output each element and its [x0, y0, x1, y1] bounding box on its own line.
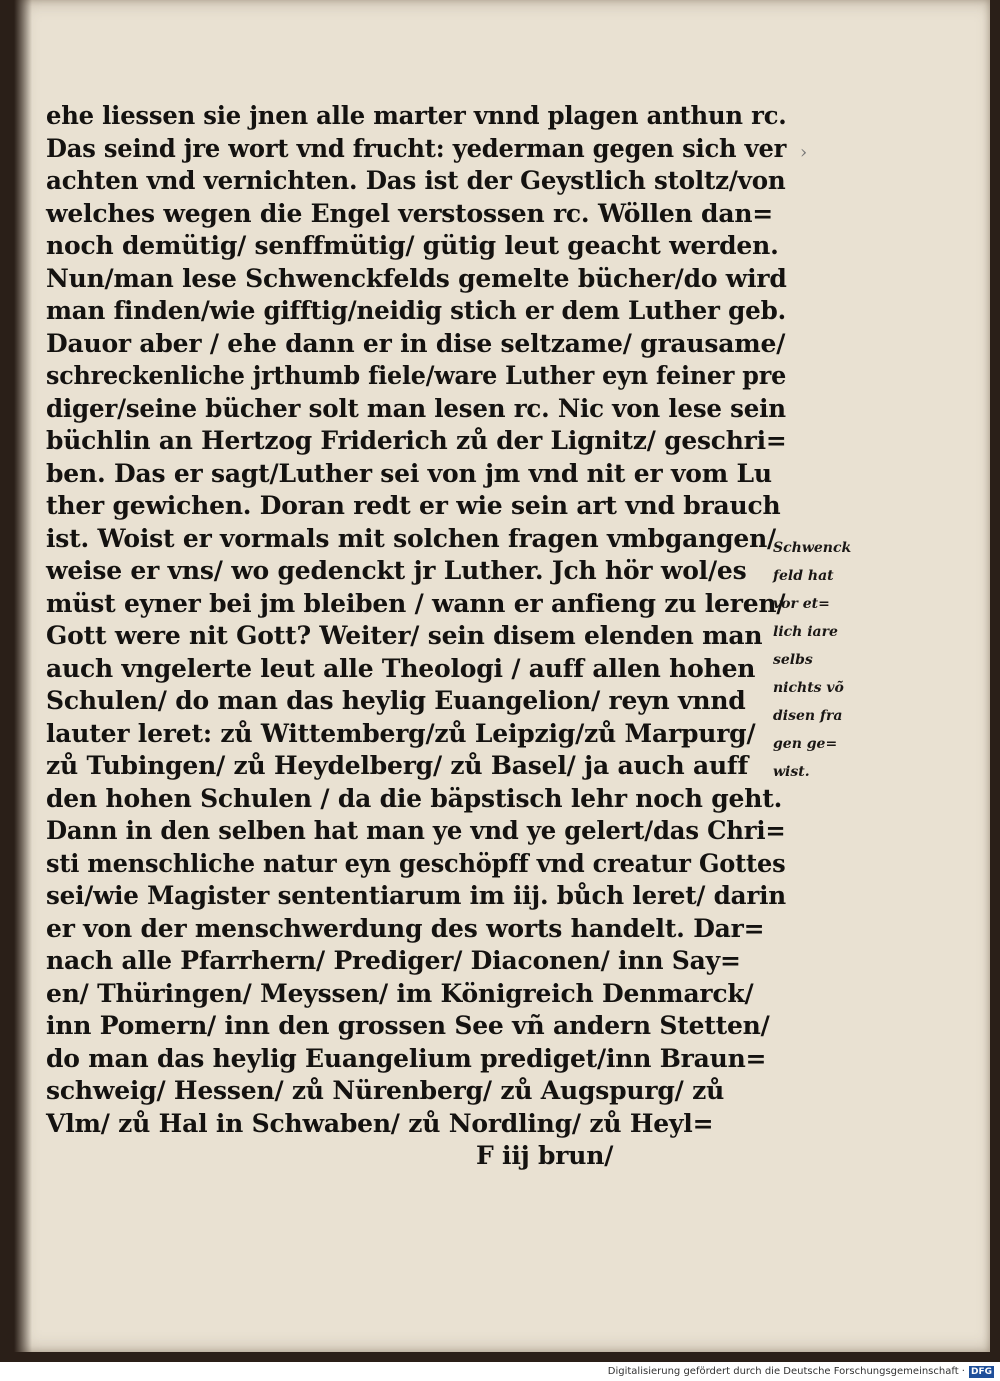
margin-note-line: selbs [773, 652, 813, 668]
text-line: zů Tubingen/ zů Heydelberg/ zů Basel/ ja auch auff [46, 751, 749, 780]
text-line: auch vngelerte leut alle Theologi / auff allen hohen [46, 653, 756, 683]
text-line: inn Pomern/ inn den grossen See vñ andern Stetten/ [46, 1011, 770, 1040]
text-line: er von der menschwerdung des worts handelt. Dar= [46, 913, 765, 943]
margin-note-line: gen ge= [773, 736, 838, 752]
text-line: achten vnd vernichten. Das ist der Geystlich stoltz/von [46, 166, 786, 195]
text-line: man finden/wie gifftig/neidig stich er dem Luther geb. [46, 296, 786, 325]
text-line: nach alle Pfarrhern/ Prediger/ Diaconen/ inn Say= [46, 946, 741, 975]
footer-bar [0, 1362, 1000, 1381]
text-line: do man das heylig Euangelium prediget/inn Braun= [46, 1043, 767, 1073]
text-line: diger/seine bücher solt man lesen rc. Nic von lese sein [46, 393, 786, 423]
page-gutter-shadow [14, 0, 32, 1352]
text-line: Dauor aber / ehe dann er in dise seltzame/ grausame/ [46, 328, 786, 358]
text-line: Dann in den selben hat man ye vnd ye gelert/das Chri= [46, 816, 786, 845]
margin-note-line: lich iare [773, 624, 838, 640]
catchline: F iij brun/ [476, 1141, 614, 1170]
text-line: Nun/man lese Schwenckfelds gemelte bücher/do wird [46, 263, 787, 293]
text-line: schreckenliche jrthumb fiele/ware Luther eyn feiner pre [46, 361, 787, 390]
text-line: sei/wie Magister sententiarum im iij. bůch leret/ darin [46, 881, 787, 910]
text-line: ther gewichen. Doran redt er wie sein art vnd brauch [46, 491, 781, 520]
margin-note-line: disen fra [773, 708, 843, 724]
text-line: sti menschliche natur eyn geschöpff vnd creatur Gottes [46, 848, 786, 878]
margin-note-line: feld hat [773, 568, 834, 584]
margin-note-line: vor et= [773, 596, 830, 612]
margin-note-line: Schwenck [773, 540, 852, 556]
text-line: lauter leret: zů Wittemberg/zů Leipzig/zů Marpurg/ [46, 718, 756, 748]
text-line: den hohen Schulen / da die bäpstisch lehr noch geht. [46, 783, 783, 813]
margin-note-line: wist. [773, 764, 810, 780]
dfg-logo: DFG [970, 1366, 992, 1377]
margin-mark: › [800, 142, 808, 163]
funding-credit: Digitalisierung gefördert durch die Deutsche Forschungsgemeinschaft · [607, 1366, 965, 1377]
margin-note-line: nichts võ [773, 680, 844, 696]
text-line: weise er vns/ wo gedenckt jr Luther. Jch hör wol/es [46, 556, 747, 585]
text-line: noch demütig/ senffmütig/ gütig leut geacht werden. [46, 231, 779, 260]
margin-note [773, 534, 863, 786]
text-line: en/ Thüringen/ Meyssen/ im Königreich Denmarck/ [46, 978, 754, 1008]
text-line: ben. Das er sagt/Luther sei von jm vnd nit er vom Lu [46, 458, 772, 488]
text-line: schweig/ Hessen/ zů Nürenberg/ zů Augspurg/ zů [46, 1076, 725, 1105]
text-line: Schulen/ do man das heylig Euangelion/ reyn vnnd [46, 686, 746, 715]
text-line: ist. Woist er vormals mit solchen fragen vmbgangen/ [46, 523, 776, 553]
text-line: welches wegen die Engel verstossen rc. Wöllen dan= [46, 198, 774, 228]
text-line: Gott were nit Gott? Weiter/ sein disem elenden man [46, 621, 763, 650]
text-line: Das seind jre wort vnd frucht: yederman gegen sich ver [46, 133, 787, 163]
text-line: Vlm/ zů Hal in Schwaben/ zů Nordling/ zů Heyl= [46, 1108, 714, 1138]
text-line: müst eyner bei jm bleiben / wann er anfieng zu leren/ [46, 588, 786, 618]
text-line: büchlin an Hertzog Friderich zů der Lignitz/ geschri= [46, 426, 787, 455]
text-line: ehe liessen sie jnen alle marter vnnd plagen anthun rc. [46, 101, 787, 130]
body-text [46, 100, 786, 1173]
